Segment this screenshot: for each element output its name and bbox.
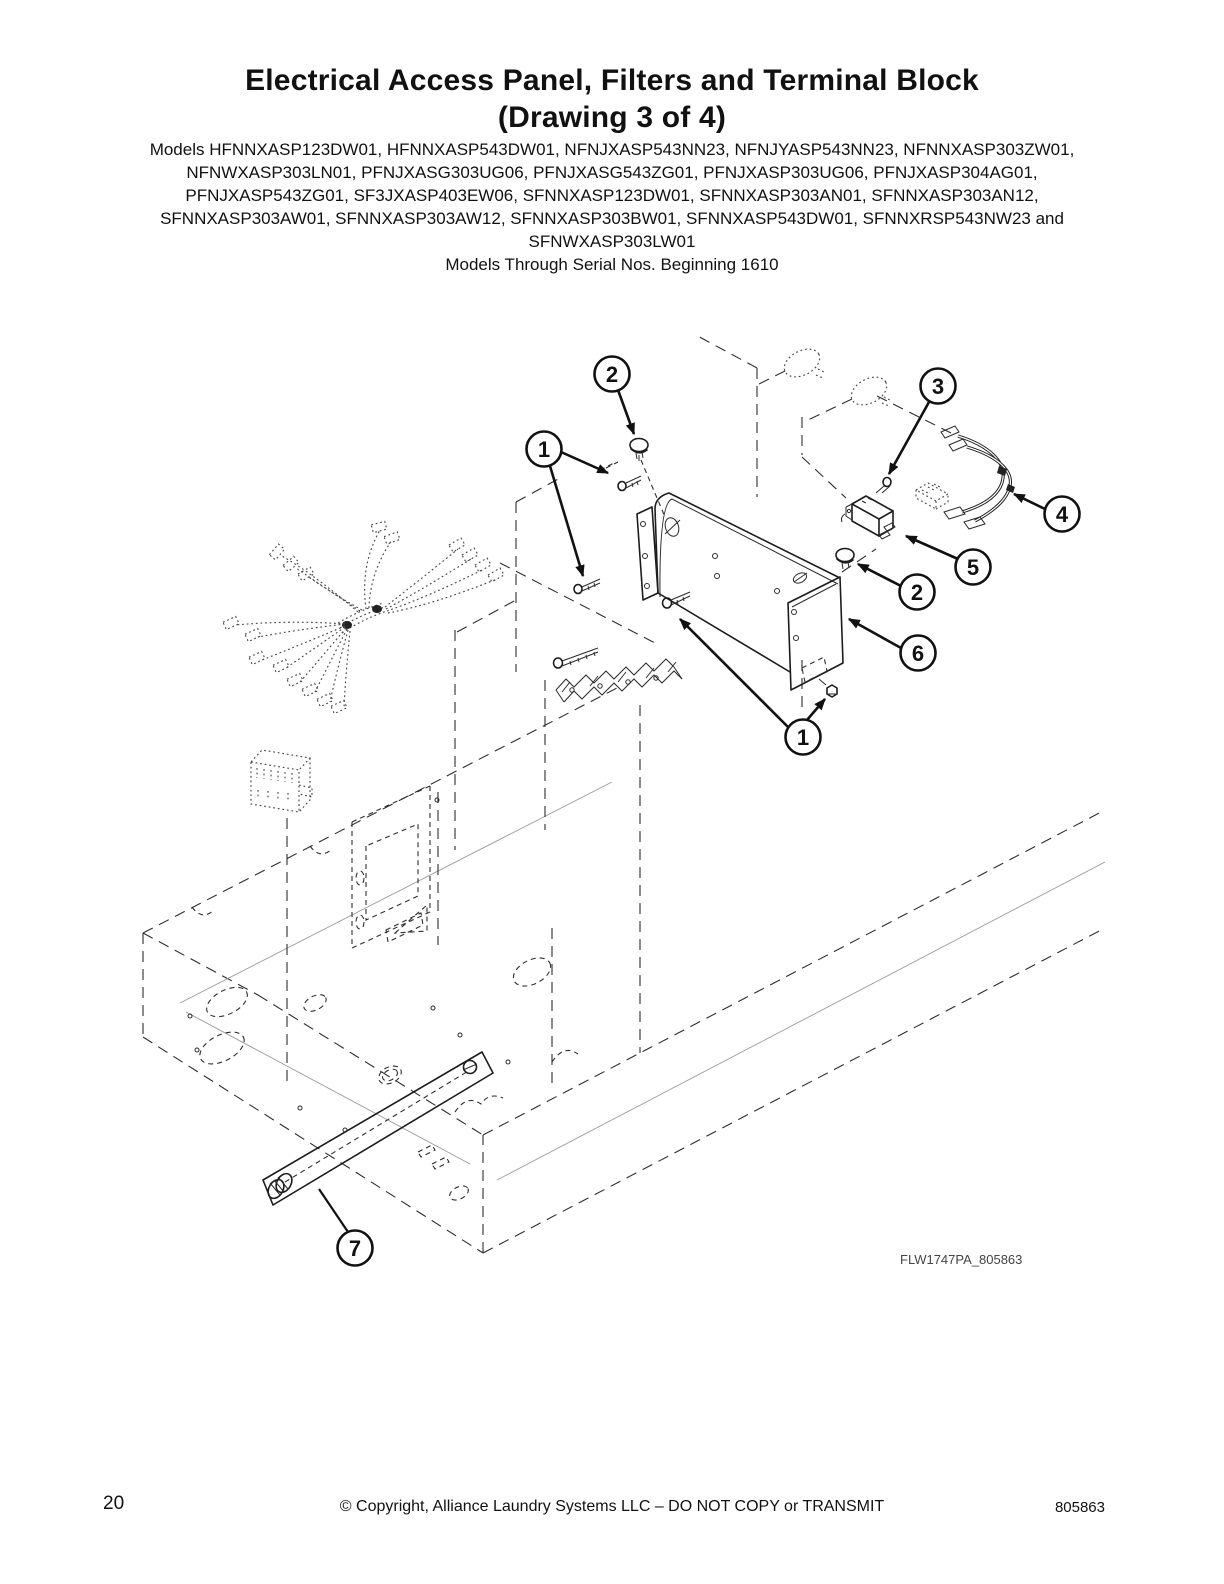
callout-number: 3 (931, 374, 945, 399)
copyright-notice: © Copyright, Alliance Laundry Systems LLC – DO NOT COPY or TRANSMIT (339, 1498, 885, 1515)
harness-terminals (223, 521, 504, 713)
page-title-line1: Electrical Access Panel, Filters and Terminal Block (245, 64, 979, 97)
harness-tie (372, 605, 382, 613)
callout-number: 1 (537, 437, 551, 462)
page-number: 20 (103, 1493, 125, 1514)
callout-number: 4 (1055, 502, 1069, 527)
terminal-block (556, 659, 682, 702)
callout-number: 7 (348, 1236, 362, 1261)
callout-number: 2 (605, 362, 619, 387)
model-line: Models HFNNXASP123DW01, HFNNXASP543DW01, NFNJXASP543NN23, NFNJYASP543NN23, NFNNXASP303ZW01, (149, 140, 1075, 159)
serial-note: Models Through Serial Nos. Beginning 1610 (445, 255, 779, 274)
callout-number: 6 (911, 641, 925, 666)
callout-balloons (338, 357, 1080, 1266)
model-line: PFNJXASP543ZG01, SF3JXASP403EW06, SFNNXASP123DW01, SFNNXASP303AN01, SFNNXASP303AN12, (185, 186, 1039, 205)
page-title-line2: (Drawing 3 of 4) (497, 101, 727, 134)
mounting-bar (263, 1052, 493, 1205)
callout-number: 2 (910, 580, 924, 605)
wire-harness-phantom (223, 521, 504, 713)
model-line: SFNNXASP303AW01, SFNNXASP303AW12, SFNNXASP303BW01, SFNNXASP543DW01, SFNNXRSP543NW23 and (160, 209, 1064, 228)
figure-caption: FLW1747PA_805863 (900, 1252, 1023, 1267)
hole-plug-buttons (630, 439, 854, 570)
emi-filter (841, 496, 895, 539)
model-line: SFNWXASP303LW01 (528, 232, 696, 251)
callout-number: 5 (966, 555, 980, 580)
jumper-wire-harness (941, 426, 1015, 529)
callout-number: 1 (796, 725, 810, 750)
capacitor-phantom (916, 483, 948, 509)
phantom-guide-lines (287, 334, 951, 1085)
phantom-hole-ovals (780, 343, 892, 410)
model-line: NFNWXASP303LN01, PFNJXASG303UG06, PFNJXASG543ZG01, PFNJXASP303UG06, PFNJXASP304AG01, (186, 163, 1038, 182)
document-number: 805863 (1054, 1499, 1105, 1516)
callout-arrows (319, 390, 1045, 1232)
contactor-phantom (251, 750, 312, 812)
